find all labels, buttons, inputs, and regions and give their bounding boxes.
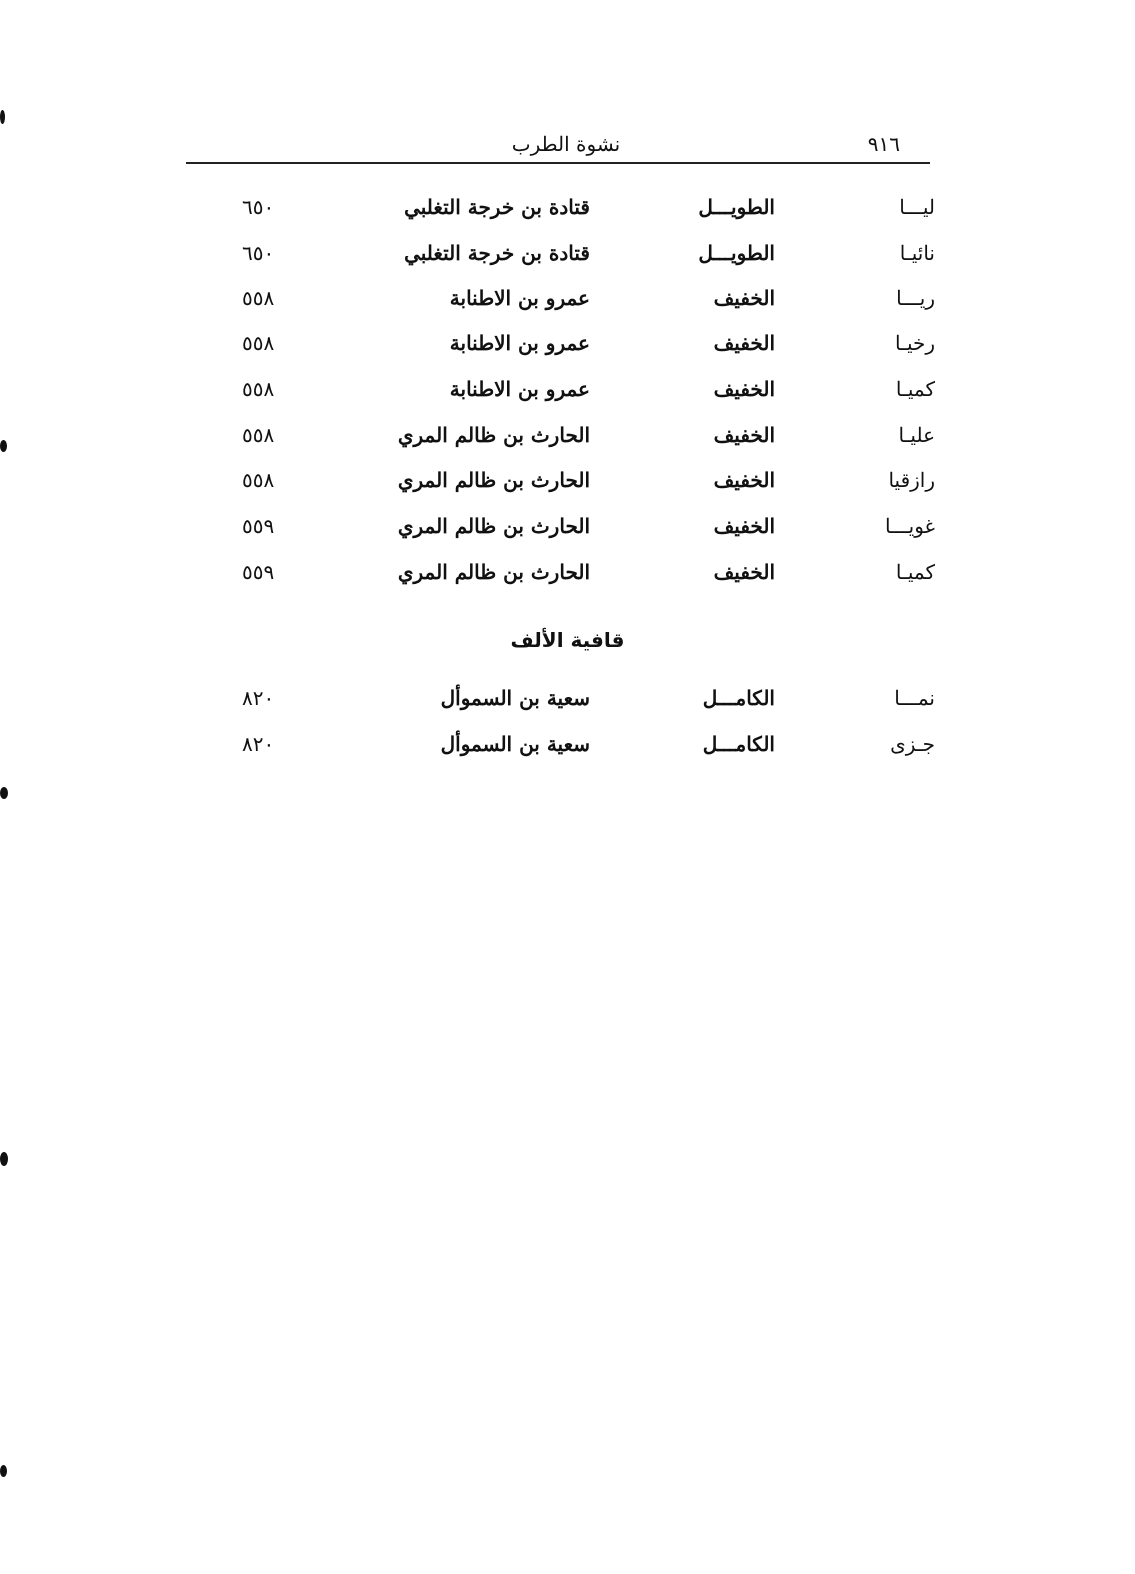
page-reference: ٥٥٨ xyxy=(242,468,275,492)
meter-name: الطويـــل xyxy=(698,241,775,265)
section-heading: قافية الألف xyxy=(510,628,625,652)
table-row xyxy=(0,331,1135,371)
rhyme-word: ليـــا xyxy=(899,195,935,219)
poet-name: الحارث بن ظالم المري xyxy=(397,423,590,447)
meter-name: الخفيف xyxy=(713,331,775,355)
rhyme-word: نمـــا xyxy=(894,686,935,710)
page-reference: ٦٥٠ xyxy=(242,241,275,265)
meter-name: الخفيف xyxy=(713,286,775,310)
page-reference: ٥٥٨ xyxy=(242,423,275,447)
running-title: نشوة الطرب xyxy=(511,132,621,156)
poet-name: قتادة بن خرجة التغلبي xyxy=(404,195,590,219)
scan-speck xyxy=(0,110,5,124)
page-number: ٩١٦ xyxy=(867,132,900,156)
rhyme-word: كميـا xyxy=(895,377,935,401)
meter-name: الخفيف xyxy=(713,468,775,492)
poet-name: عمرو بن الاطنابة xyxy=(449,377,590,401)
rhyme-word: جـزى xyxy=(890,732,935,756)
rhyme-word: عليـا xyxy=(898,423,935,447)
meter-name: الخفيف xyxy=(713,423,775,447)
table-row xyxy=(0,560,1135,600)
poet-name: الحارث بن ظالم المري xyxy=(397,514,590,538)
rhyme-word: رازقيا xyxy=(888,468,935,492)
scan-speck xyxy=(0,787,8,799)
table-row xyxy=(0,423,1135,463)
page-reference: ٥٥٨ xyxy=(242,286,275,310)
page-header xyxy=(186,128,930,164)
page-reference: ٥٥٩ xyxy=(242,514,275,538)
rhyme-word: نائيـا xyxy=(899,241,935,265)
page-reference: ٥٥٩ xyxy=(242,560,275,584)
rhyme-word: كميـا xyxy=(895,560,935,584)
poet-name: سعية بن السموأل xyxy=(440,686,590,710)
meter-name: الطويـــل xyxy=(698,195,775,219)
page-reference: ٥٥٨ xyxy=(242,377,275,401)
table-row xyxy=(0,514,1135,554)
table-row xyxy=(0,468,1135,508)
page-reference: ٥٥٨ xyxy=(242,331,275,355)
poet-name: عمرو بن الاطنابة xyxy=(449,286,590,310)
page-reference: ٨٢٠ xyxy=(242,686,275,710)
meter-name: الكامـــل xyxy=(702,732,775,756)
table-row xyxy=(0,241,1135,281)
scan-speck xyxy=(0,1465,7,1477)
table-row xyxy=(0,686,1135,726)
page-reference: ٦٥٠ xyxy=(242,195,275,219)
poet-name: الحارث بن ظالم المري xyxy=(397,560,590,584)
meter-name: الكامـــل xyxy=(702,686,775,710)
table-row xyxy=(0,286,1135,326)
table-row xyxy=(0,732,1135,772)
meter-name: الخفيف xyxy=(713,514,775,538)
rhyme-word: رخيـا xyxy=(894,331,935,355)
rhyme-word: ريـــا xyxy=(896,286,935,310)
page-reference: ٨٢٠ xyxy=(242,732,275,756)
poet-name: قتادة بن خرجة التغلبي xyxy=(404,241,590,265)
scan-speck xyxy=(0,440,7,452)
rhyme-word: غويـــا xyxy=(884,514,935,538)
table-row xyxy=(0,377,1135,417)
poet-name: الحارث بن ظالم المري xyxy=(397,468,590,492)
meter-name: الخفيف xyxy=(713,560,775,584)
poet-name: سعية بن السموأل xyxy=(440,732,590,756)
meter-name: الخفيف xyxy=(713,377,775,401)
table-row xyxy=(0,195,1135,235)
poet-name: عمرو بن الاطنابة xyxy=(449,331,590,355)
scan-speck xyxy=(0,1152,8,1166)
